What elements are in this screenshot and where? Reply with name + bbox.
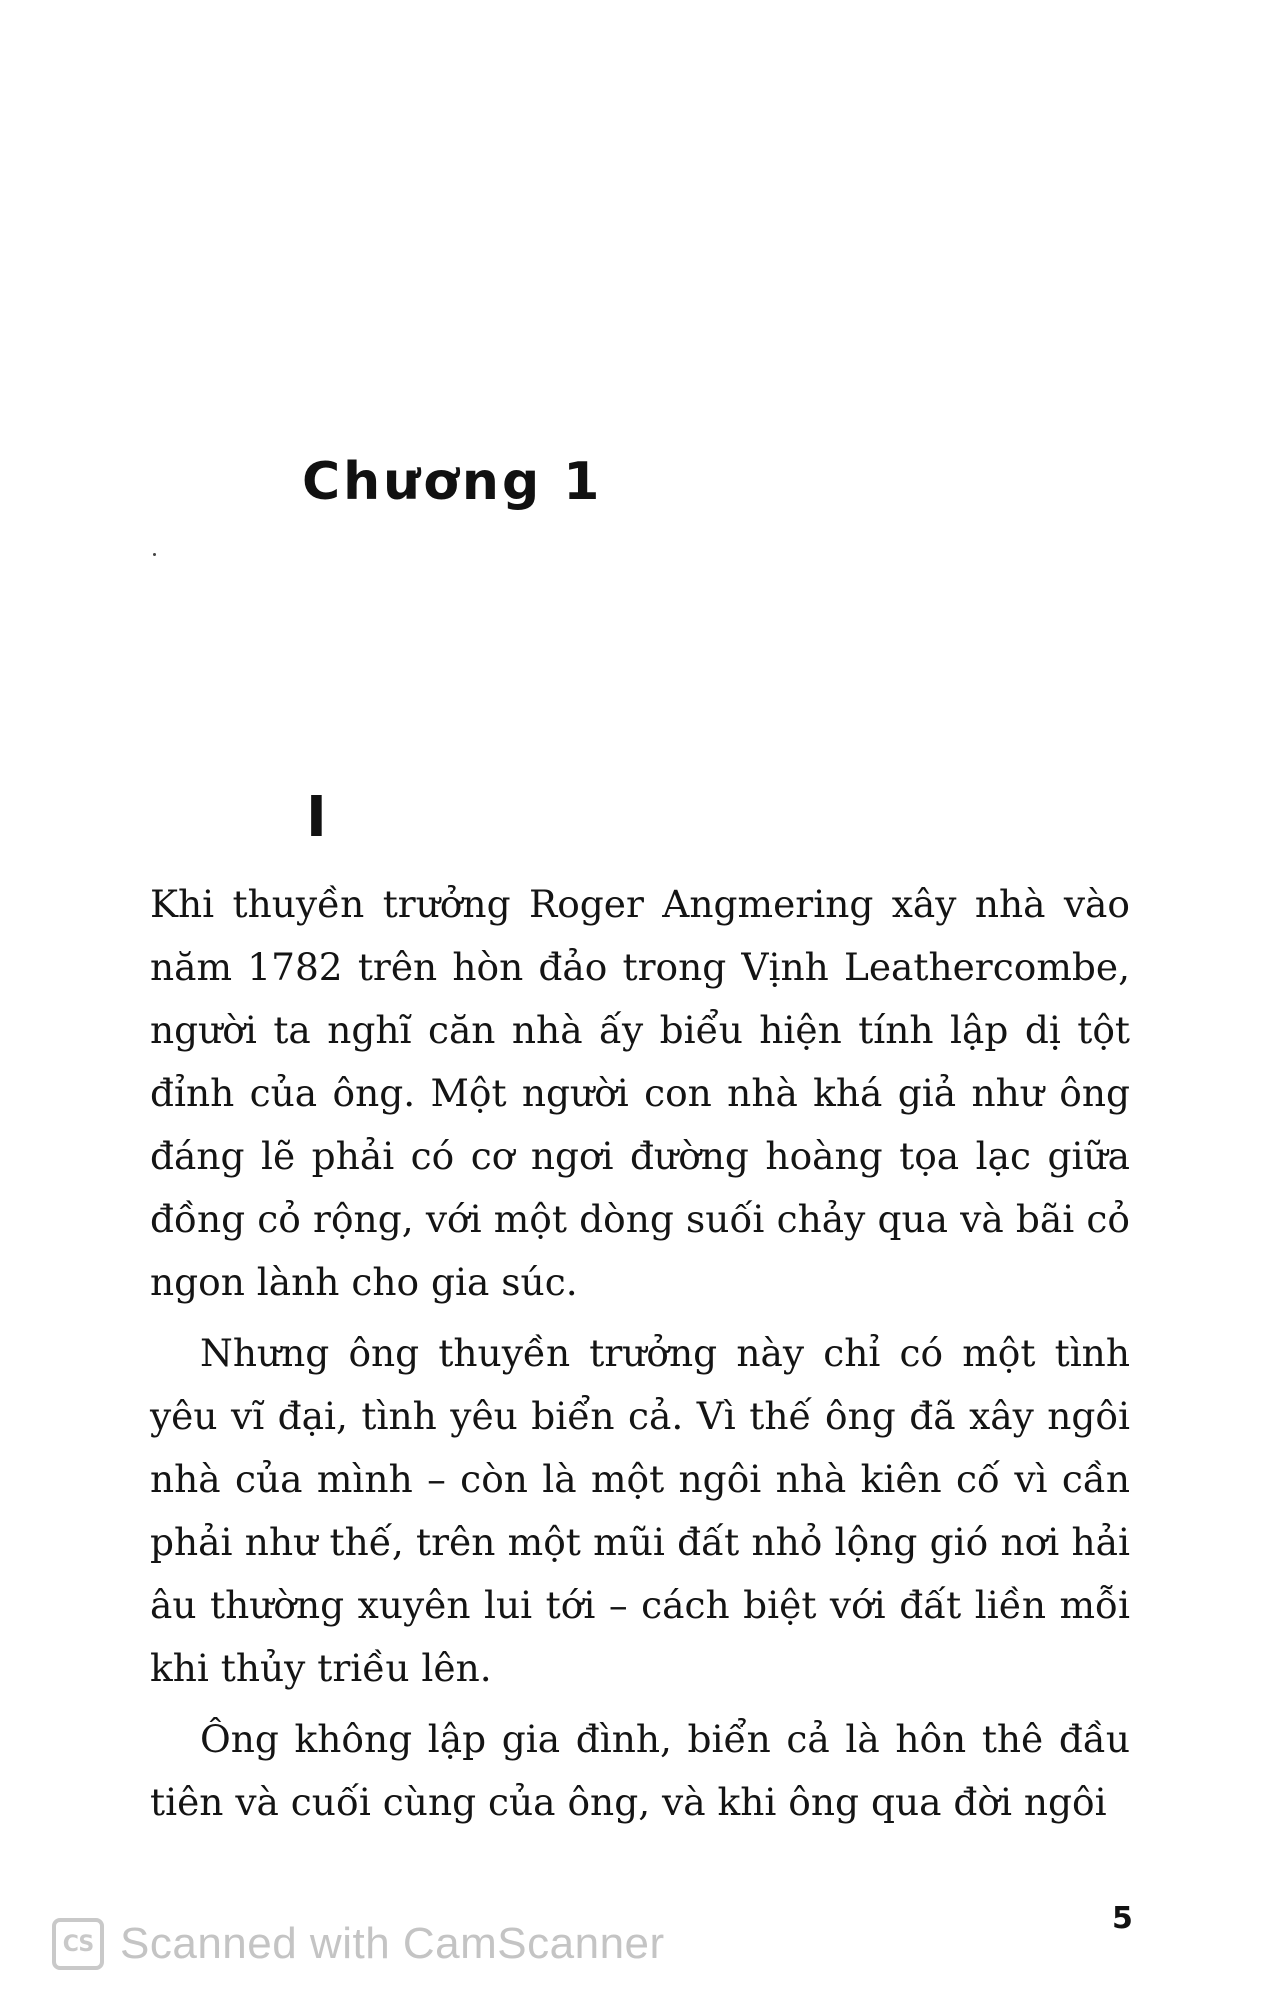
camscanner-watermark — [52, 1916, 665, 1972]
section-numeral: I — [306, 785, 327, 850]
chapter-title: Chương 1 — [302, 452, 603, 512]
scan-speck — [153, 553, 156, 556]
paragraph-3: Ông không lập gia đình, biển cả là hôn thê đầu tiên và cuối cùng của ông, và khi ông qua đời ngôi — [150, 1717, 1130, 1824]
paragraph-1: Khi thuyền trưởng Roger Angmering xây nhà vào năm 1782 trên hòn đảo trong Vịnh Leathercombe, người ta nghĩ căn nhà ấy biểu hiện tính lập dị tột đỉnh của ông. Một người con nhà khá giả như ông đáng lẽ phải có cơ ngơi đường hoàng tọa lạc giữa đồng cỏ rộng, với một dòng suối chảy qua và bãi cỏ ngon lành cho gia súc. — [150, 882, 1130, 1304]
watermark-text: Scanned with CamScanner — [120, 1919, 665, 1968]
camscanner-logo-icon: CS — [52, 1918, 104, 1970]
page-number: 5 — [1112, 1901, 1133, 1936]
body-text — [150, 873, 1130, 1842]
paragraph-2: Nhưng ông thuyền trưởng này chỉ có một tình yêu vĩ đại, tình yêu biển cả. Vì thế ông đã xây ngôi nhà của mình – còn là một ngôi nhà kiên cố vì cần phải như thế, trên một mũi đất nhỏ lộng gió nơi hải âu thường xuyên lui tới – cách biệt với đất liền mỗi khi thủy triều lên. — [150, 1331, 1130, 1690]
